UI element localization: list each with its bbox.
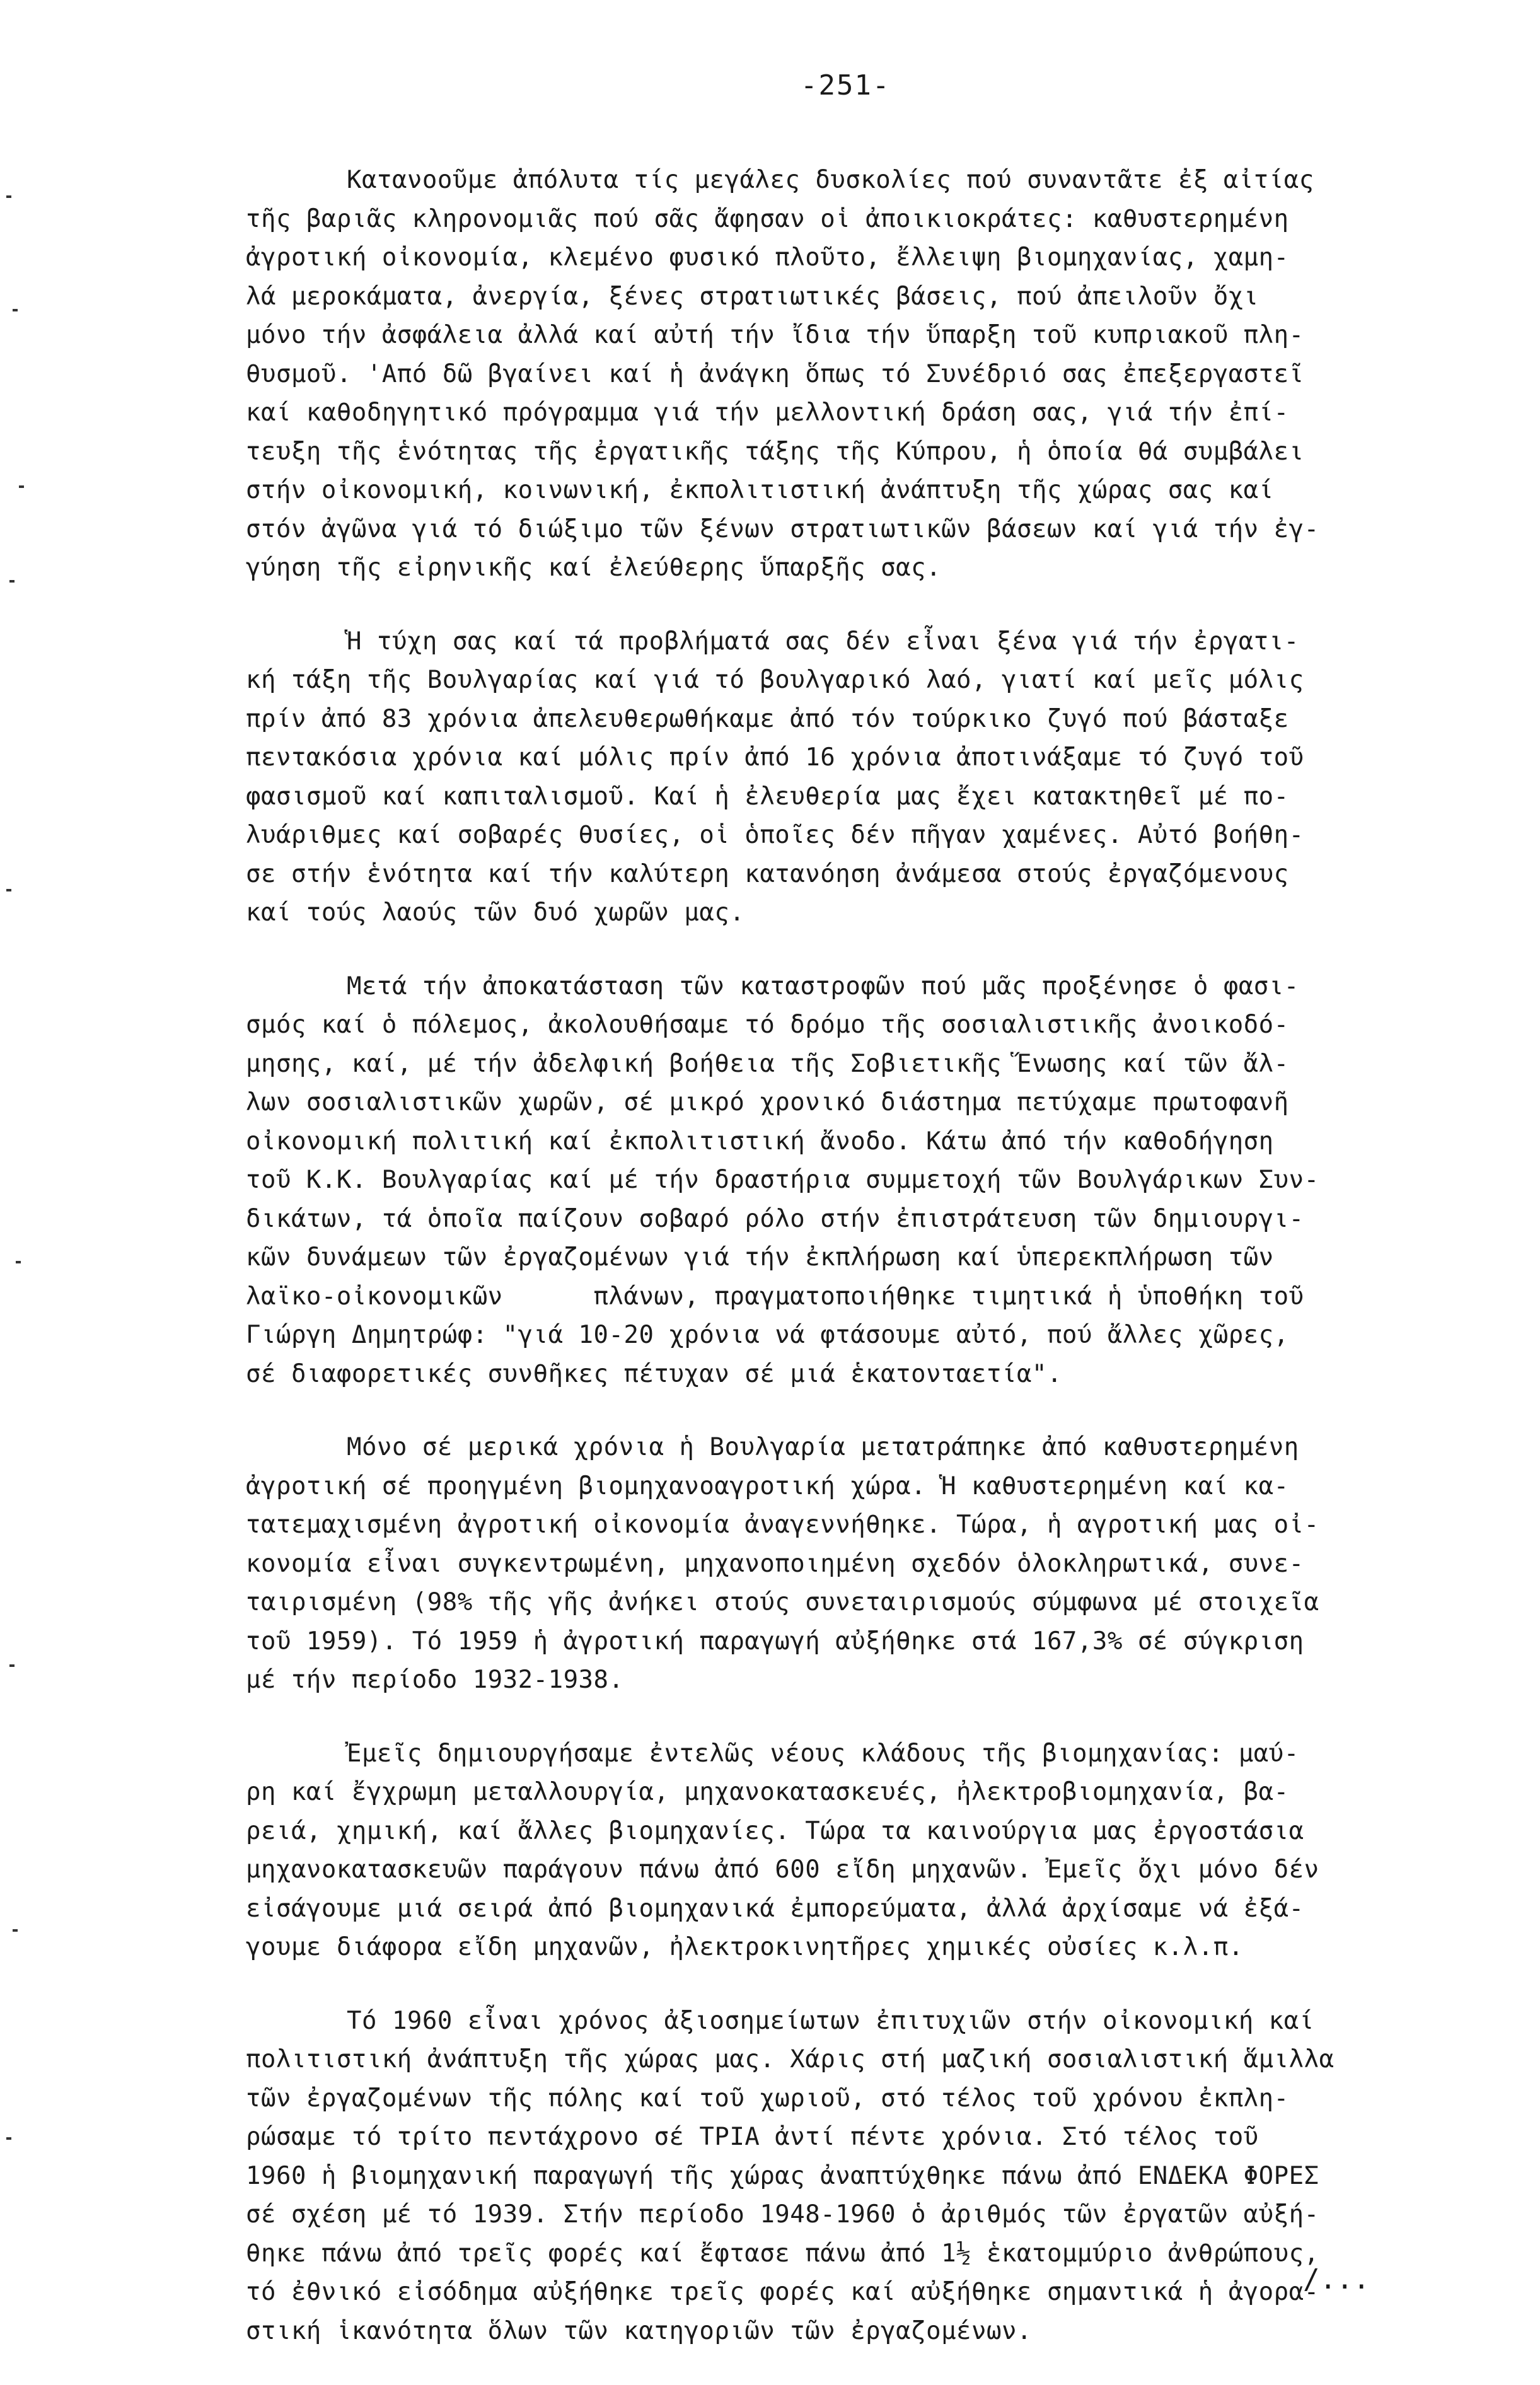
margin-mark — [6, 2137, 11, 2140]
text-line: εἰσάγουμε μιά σειρά ἀπό βιομηχανικά ἐμπορεύματα, ἀλλά ἀρχίσαμε νά ἐξά- — [246, 1894, 1304, 1923]
text-line: στική ἱκανότητα ὅλων τῶν κατηγοριῶν τῶν ἐργαζομένων. — [246, 2316, 1032, 2345]
margin-mark — [9, 1664, 14, 1667]
text-line: κῶν δυνάμεων τῶν ἐργαζομένων γιά τήν ἐκπλήρωση καί ὑπερεκπλήρωση τῶν — [246, 1243, 1274, 1272]
text-line: μηχανοκατασκευῶν παράγουν πάνω ἀπό 600 εἴδη μηχανῶν. Ἐμεῖς ὄχι μόνο δέν — [246, 1855, 1319, 1884]
paragraph — [246, 967, 1444, 1394]
margin-mark — [13, 1929, 18, 1932]
text-line: σέ σχέση μέ τό 1939. Στήν περίοδο 1948-1960 ὁ ἀριθμός τῶν ἐργατῶν αὐξή- — [246, 2200, 1319, 2229]
text-line: λά μεροκάματα, ἀνεργία, ξένες στρατιωτικές βάσεις, πού ἀπειλοῦν ὄχι — [246, 282, 1259, 311]
text-line: Μετά τήν ἀποκατάσταση τῶν καταστροφῶν πού μᾶς προξένησε ὁ φασι- — [347, 972, 1299, 1001]
paragraph — [246, 2002, 1444, 2351]
text-line: ρώσαμε τό τρίτο πεντάχρονο σέ ΤΡΙΑ ἀντί πέντε χρόνια. Στό τέλος τοῦ — [246, 2123, 1259, 2151]
text-line: Γιώργη Δημητρώφ: "γιά 10-20 χρόνια νά φτάσουμε αὐτό, πού ἄλλες χῶρες, — [246, 1321, 1289, 1349]
paragraph — [246, 1428, 1444, 1700]
text-line: τοῦ 1959). Τό 1959 ἡ ἀγροτική παραγωγή αὐξήθηκε στά 167,3% σέ σύγκριση — [246, 1627, 1304, 1656]
margin-mark — [6, 195, 11, 198]
text-line: λων σοσιαλιστικῶν χωρῶν, σέ μικρό χρονικό διάστημα πετύχαμε πρωτοφανῆ — [246, 1088, 1289, 1117]
text-line: 1960 ἡ βιομηχανική παραγωγή τῆς χώρας ἀναπτύχθηκε πάνω ἀπό ΕΝΔΕΚΑ ΦΟΡΕΣ — [246, 2161, 1319, 2190]
text-line: στόν ἀγῶνα γιά τό διώξιμο τῶν ξένων στρατιωτικῶν βάσεων καί γιά τήν ἐγ- — [246, 514, 1319, 543]
text-line: καί τούς λαούς τῶν δυό χωρῶν μας. — [246, 898, 745, 927]
margin-mark — [16, 1261, 21, 1263]
text-line: κονομία εἶναι συγκεντρωμένη, μηχανοποιημένη σχεδόν ὁλοκληρωτικά, συνε- — [246, 1549, 1304, 1578]
text-line: τό ἐθνικό εἰσόδημα αὐξήθηκε τρεῖς φορές καί αὐξήθηκε σημαντικά ἡ ἀγορα- — [246, 2278, 1319, 2306]
paragraph — [246, 1734, 1444, 1967]
text-line: μησης, καί, μέ τήν ἀδελφική βοήθεια τῆς Σοβιετικῆς Ἕνωσης καί τῶν ἄλ- — [246, 1049, 1289, 1078]
text-line: ἀγροτική σέ προηγμένη βιομηχανοαγροτική χώρα. Ἡ καθυστερημένη καί κα- — [246, 1471, 1289, 1500]
text-line: πεντακόσια χρόνια καί μόλις πρίν ἀπό 16 χρόνια ἀποτινάξαμε τό ζυγό τοῦ — [246, 743, 1304, 772]
text-line: Ἐμεῖς δημιουργήσαμε ἐντελῶς νέους κλάδους τῆς βιομηχανίας: μαύ- — [347, 1739, 1299, 1768]
text-line: σέ διαφορετικές συνθῆκες πέτυχαν σέ μιά ἑκατονταετία". — [246, 1359, 1062, 1388]
text-line: μόνο τήν ἀσφάλεια ἀλλά καί αὐτή τήν ἴδια τήν ὕπαρξη τοῦ κυπριακοῦ πλη- — [246, 321, 1304, 349]
paragraph — [246, 161, 1444, 588]
text-line: Ἡ τύχη σας καί τά προβλήματά σας δέν εἶναι ξένα γιά τήν ἐργατι- — [347, 627, 1299, 656]
margin-mark — [19, 485, 24, 488]
continuation-mark: /... — [1303, 2263, 1370, 2295]
page-number: -251- — [801, 69, 891, 102]
text-line: καί καθοδηγητικό πρόγραμμα γιά τήν μελλοντική δράση σας, γιά τήν ἐπί- — [246, 398, 1289, 427]
text-line: ρειά, χημική, καί ἄλλες βιομηχανίες. Τώρα τα καινούργια μας ἐργοστάσια — [246, 1816, 1304, 1845]
text-line: σμός καί ὁ πόλεμος, ἀκολουθήσαμε τό δρόμο τῆς σοσιαλιστικῆς ἀνοικοδό- — [246, 1011, 1289, 1039]
text-line: φασισμοῦ καί καπιταλισμοῦ. Καί ἡ ἐλευθερία μας ἔχει κατακτηθεῖ μέ πο- — [246, 782, 1289, 811]
body-text — [246, 161, 1444, 2385]
text-line: τατεμαχισμένη ἀγροτική οἰκονομία ἀναγεννήθηκε. Τώρα, ἡ αγροτική μας οἰ- — [246, 1511, 1319, 1539]
text-line: λαϊκο-οἰκονομικῶν πλάνων, πραγματοποιήθηκε τιμητικά ἡ ὑποθήκη τοῦ — [246, 1282, 1304, 1311]
text-line: ἀγροτική οἰκονομία, κλεμένο φυσικό πλοῦτο, ἔλλειψη βιομηχανίας, χαμη- — [246, 243, 1289, 272]
text-line: δικάτων, τά ὁποῖα παίζουν σοβαρό ρόλο στήν ἐπιστράτευση τῶν δημιουργι- — [246, 1204, 1304, 1233]
text-line: σε στήν ἑνότητα καί τήν καλύτερη κατανόηση ἀνάμεσα στούς ἐργαζόμενους — [246, 859, 1289, 888]
text-line: θηκε πάνω ἀπό τρεῖς φορές καί ἔφτασε πάνω ἀπό 1½ ἑκατομμύριο ἀνθρώπους, — [246, 2239, 1319, 2268]
text-line: πολιτιστική ἀνάπτυξη τῆς χώρας μας. Χάρις στή μαζική σοσιαλιστική ἅμιλλα — [246, 2045, 1334, 2074]
text-line: γουμε διάφορα εἴδη μηχανῶν, ἠλεκτροκινητῆρες χημικές οὐσίες κ.λ.π. — [246, 1933, 1244, 1961]
text-line: λυάριθμες καί σοβαρές θυσίες, οἱ ὁποῖες δέν πῆγαν χαμένες. Αὐτό βοήθη- — [246, 821, 1304, 849]
text-line: Τό 1960 εἶναι χρόνος ἀξιοσημείωτων ἐπιτυχιῶν στήν οἰκονομική καί — [347, 2006, 1314, 2035]
text-line: γύηση τῆς εἰρηνικῆς καί ἐλεύθερης ὕπαρξῆς σας. — [246, 554, 942, 582]
margin-mark — [9, 580, 14, 583]
text-line: ταιρισμένη (98% τῆς γῆς ἀνήκει στούς συνεταιρισμούς σύμφωνα μέ στοιχεῖα — [246, 1588, 1319, 1616]
text-line: ρη καί ἔγχρωμη μεταλλουργία, μηχανοκατασκευές, ἠλεκτροβιομηχανία, βα- — [246, 1778, 1289, 1806]
text-line: θυσμοῦ. 'Από δῶ βγαίνει καί ἡ ἀνάγκη ὅπως τό Συνέδριό σας ἐπεξεργαστεῖ — [246, 359, 1304, 388]
text-line: Μόνο σέ μερικά χρόνια ἡ Βουλγαρία μετατράπηκε ἀπό καθυστερημένη — [347, 1433, 1299, 1461]
text-line: οἰκονομική πολιτική καί ἐκπολιτιστική ἄνοδο. Κάτω ἀπό τήν καθοδήγηση — [246, 1127, 1274, 1156]
text-line: τευξη τῆς ἑνότητας τῆς ἐργατικῆς τάξης τῆς Κύπρου, ἡ ὁποία θά συμβάλει — [246, 437, 1304, 466]
text-line: κή τάξη τῆς Βουλγαρίας καί γιά τό βουλγαρικό λαό, γιατί καί μεῖς μόλις — [246, 666, 1304, 694]
text-line: στήν οἰκονομική, κοινωνική, ἐκπολιτιστική ἀνάπτυξη τῆς χώρας σας καί — [246, 476, 1274, 504]
text-line: τῆς βαριᾶς κληρονομιᾶς πού σᾶς ἄφησαν οἱ ἀποικιοκράτες: καθυστερημένη — [246, 204, 1289, 233]
text-line: τοῦ Κ.Κ. Βουλγαρίας καί μέ τήν δραστήρια συμμετοχή τῶν Βουλγάρικων Συν- — [246, 1166, 1319, 1194]
margin-mark — [6, 889, 11, 891]
text-line: πρίν ἀπό 83 χρόνια ἀπελευθερωθήκαμε ἀπό τόν τούρκικο ζυγό πού βάσταξε — [246, 704, 1289, 733]
text-line: μέ τήν περίοδο 1932-1938. — [246, 1666, 624, 1694]
margin-mark — [13, 309, 18, 311]
paragraph — [246, 622, 1444, 932]
text-line: τῶν ἐργαζομένων τῆς πόλης καί τοῦ χωριοῦ, στό τέλος τοῦ χρόνου ἐκπλη- — [246, 2084, 1289, 2113]
text-line: Κατανοοῦμε ἀπόλυτα τίς μεγάλες δυσκολίες πού συναντᾶτε ἐξ αἰτίας — [347, 166, 1314, 194]
